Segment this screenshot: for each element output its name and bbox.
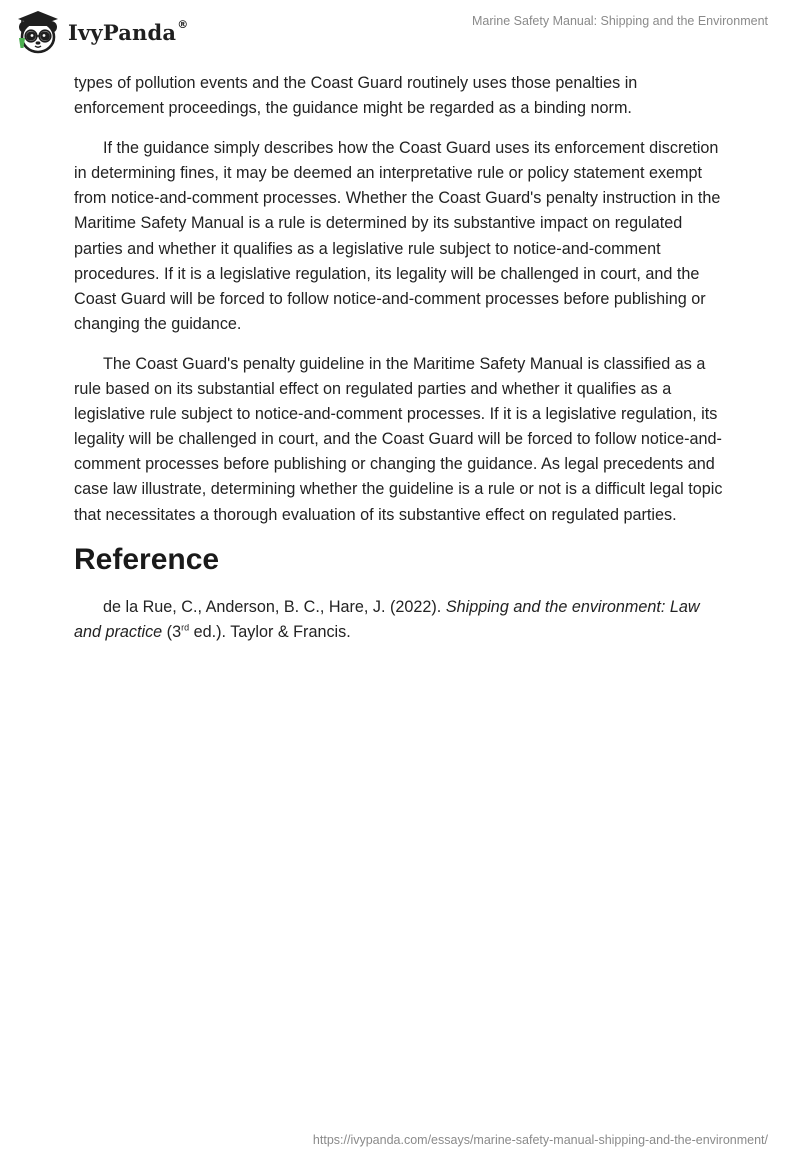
body-paragraph: If the guidance simply describes how the Coast Guard uses its enforcement discretion in determining fines, it may be deemed an interpretative rule or policy statement exempt from notice-and-comment processes. Whether the Coast Guard's penalty instruction in the Maritime Safety Manual is a rule is determined by its substantive impact on regulated parties and whether it qualifies as a legislative rule subject to notice-and-comment procedures. If it is a legislative regulation, its legality will be challenged in court, and the Coast Guard will be forced to follow notice-and-comment processes before publishing or changing the guidance. — [74, 139, 721, 333]
panda-graduate-icon — [14, 8, 62, 56]
ivypanda-logo[interactable] — [14, 8, 188, 56]
reference-edition: (3 — [162, 622, 182, 641]
reference-edition-suffix: rd — [181, 622, 190, 633]
document-title: Marine Safety Manual: Shipping and the Environment — [471, 14, 768, 28]
body-paragraph: The Coast Guard's penalty guideline in the Maritime Safety Manual is classified as a rule based on its substantial effect on regulated parties and whether it qualifies as a legislative rule subject to notice-and-comment processes. If it is a legislative regulation, its legality will be challenged in court, and the Coast Guard will be forced to follow notice-and-comment processes before publishing or changing the guidance. As legal precedents and case law illustrate, determining whether the guideline is a rule or not is a difficult legal topic that necessitates a thorough evaluation of its substantive effect on regulated parties. — [74, 354, 723, 524]
registered-mark: ® — [177, 17, 189, 31]
logo-text: IvyPanda® — [68, 17, 189, 45]
document-body — [74, 71, 724, 660]
reference-heading: Reference — [74, 542, 220, 576]
reference-entry — [74, 595, 724, 645]
source-url-link[interactable]: https://ivypanda.com/essays/marine-safety-manual-shipping-and-the-environment/ — [312, 1133, 768, 1147]
body-paragraph: types of pollution events and the Coast Guard routinely uses those penalties in enforcement proceedings, the guidance might be regarded as a binding norm. — [74, 74, 638, 118]
reference-publisher: ed.). Taylor & Francis. — [189, 622, 351, 641]
reference-authors: de la Rue, C., Anderson, B. C., Hare, J. (2022). — [103, 597, 446, 616]
page-header — [0, 0, 800, 66]
reference-title: Shipping and the environment: Law and practice — [74, 597, 700, 641]
